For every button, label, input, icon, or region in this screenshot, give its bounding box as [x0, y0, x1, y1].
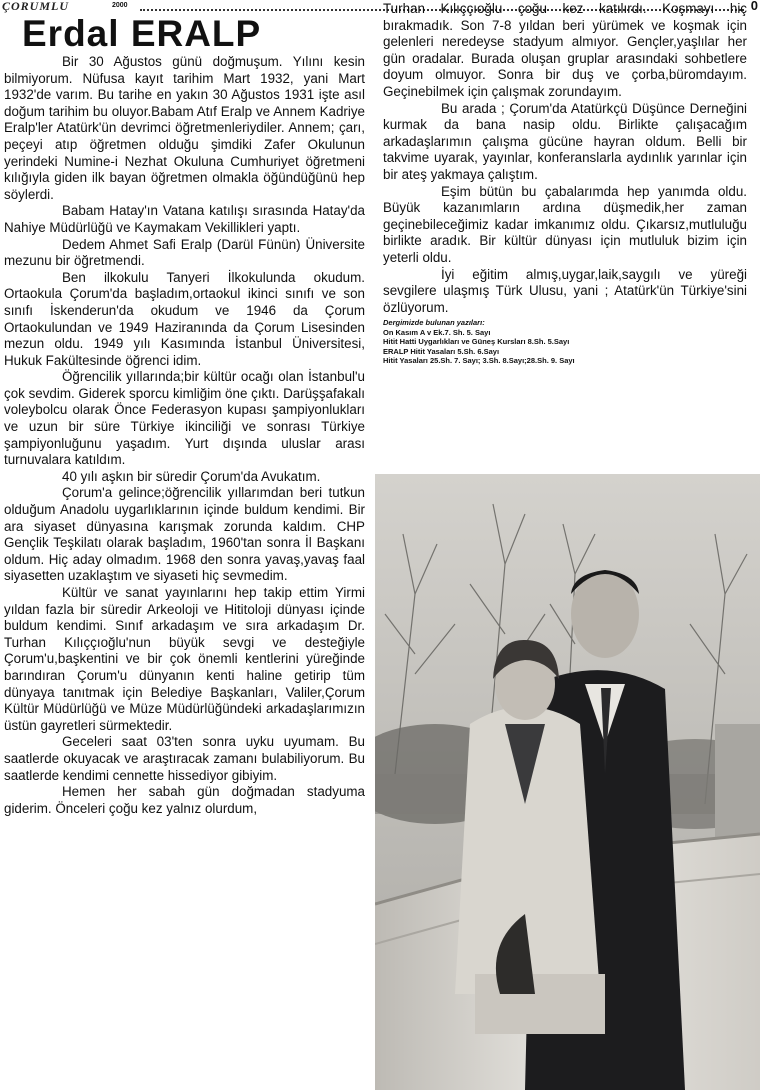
building — [715, 724, 760, 844]
masthead-year: 2000 — [112, 2, 128, 9]
paragraph: İyi eğitim almış,uygar,laik,saygılı ve yüreği sevgilere ulaşmış Türk Ulusu, yani ; Atatürk'ün Türkiye'sini özlüyorum. — [383, 266, 747, 315]
left-column — [4, 54, 365, 817]
reference-item: ERALP Hitit Yasaları 5.Sh. 6.Sayı — [383, 346, 500, 356]
references-list — [383, 318, 747, 365]
paragraph: Babam Hatay'ın Vatana katılışı sırasında Hatay'da Nahiye Müdürlüğü ve Kaymakam Vekillikleri yaptı. — [4, 203, 365, 235]
references-title: Dergimizde bulunan yazıları: — [383, 318, 485, 328]
masthead-logo: ÇORUMLU — [2, 0, 70, 13]
paragraph: Ben ilkokulu Tanyeri İlkokulunda okudum. Ortaokula Çorum'da başladım,ortaokul ikinci sınıfı ve son sınıfı İskenderun'da okudum ve 1946 da Çorum Ortaokulundan ve 1949 Haziranında da Çorum Lisesinden mezun oldu. 1949 yılı Kasımında İstanbul Üniversitesi, Hukuk Fakültesinde öğrenci idim. — [4, 269, 365, 368]
reference-item: Hitit Hatti Uygarlıkları ve Güneş Kursları 8.Sh. 5.Sayı — [383, 337, 570, 347]
reference-item: Hitit Yasaları 25.Sh. 7. Sayı; 3.Sh. 8.Sayı;28.Sh. 9. Sayı — [383, 355, 575, 365]
paragraph: Eşim bütün bu çabalarımda hep yanımda oldu. Büyük kazanımların ardına düşmedik,her zaman geçinebileceğimiz kadar imkanımız oldu. Çıkarsız,mutluluğu birlikte aradık. Bir kültür dünyası için mutluluk bizim için yeterli oldu. — [383, 183, 747, 265]
paragraph: Turhan Kılıççıoğlu çoğu kez katılırdı. Koşmayı hiç bırakmadık. Son 7-8 yıldan beri yürümek ve koşmak için gelenleri neredeyse stadyum almıyor. Gençler,yaşlılar her gün oradalar. Burada oluşan gruplar arasındaki sohbetlere doyum olmuyor. Sonra bir duş ve çorba,büromdayım. Geçinebilmek için çalışmak zorundayım. — [383, 1, 747, 99]
couple-photo — [375, 474, 760, 1090]
paragraph: Bir 30 Ağustos günü doğmuşum. Yılını kesin bilmiyorum. Nüfusa kayıt tarihim Mart 1932, yani Mart 1932'de varım. Bu tarihe en yakın 30 Ağustos 1931 işte asıl doğum tarihim bu oluyor.Babam Atıf Eralp ve Annem Kadriye Eralp'ler Atatürk'ün devrimci öğretmenleriydiler. Annem; çarı, peçeyi atıp öğretmen olduğu şimdiki Zafer Okulunun yerindeki Numine-i Nezhat Okuluna Cumhuriyet öğretmeni kılığıyla giden ilk bayan öğretmen olmakla öğündüğünü hep söylerdi. — [4, 54, 365, 202]
photo-illustration — [375, 474, 760, 1090]
paragraph: Dedem Ahmet Safi Eralp (Darül Fünün) Üniversite mezunu bir öğretmendi. — [4, 236, 365, 269]
paragraph: Çorum'a gelince;öğrencilik yıllarımdan beri tutkun olduğum Anadolu uygarlıklarının içinde buldum kendimi. Bir ara siyaset dünyasına karışmak zorunda kaldım. CHP Gençlik Teşkilatı olarak başladım, 1960'tan sonra İl Başkanı oldum. Hiç aday olmadım. 1968 den sonra yavaş,yavaş faal siyasetten uzaklaştım ve siyaseti hiç sevmedim. — [4, 485, 365, 584]
right-column — [383, 1, 747, 365]
reference-item: On Kasım A v Ek.7. Sh. 5. Sayı — [383, 327, 491, 337]
paragraph: Geceleri saat 03'ten sonra uyku uyumam. Bu saatlerde okuyacak ve araştıracak zamanı bulabiliyorum. Bu saatlerde kendimi cennette hissediyor gibiyim. — [4, 734, 365, 783]
paragraph: Bu arada ; Çorum'da Atatürkçü Düşünce Derneğini kurmak da bana nasip oldu. Birlikte çalışacağım arkadaşlarımın çalışma gücüne hayran oldum. Belli bir takvime uyarak, yayınlar, konferanslarla aydınlık yarınlar için bir ateş yakmaya çalıştım. — [383, 100, 747, 182]
page-number: 0 — [750, 0, 758, 13]
paragraph: Öğrencilik yıllarında;bir kültür ocağı olan İstanbul'u çok sevdim. Giderek sporcu kimliğim öne çıktı. Darüşşafakalı voleybolcu olarak Önce Federasyon kupası şampiyonlukları ve uzun bir süre Türkiye ikinciliği ve sonrası Türkiye şampiyonluğunu yaşadım. Yurt dışında uluslar arası turnuvalara katıldım. — [4, 369, 365, 468]
paragraph: Kültür ve sanat yayınlarını hep takip ettim Yirmi yıldan fazla bir süredir Arkeoloji ve Hititoloji dünyası içinde buldum kendimi. Sınıf arkadaşım ve sıra arkadaşım Dr. Turhan Kılıççıoğlu'nun büyük sevgi ve desteğiyle Çorum'u,başkentini ve bir çok önemli kentlerini yüreğinde barındıran Çorum'u dünyanın kenti haline getirip tüm dünyaya tanıtmak için Belediye Başkanları, Valiler,Çorum Kültür Müdürlüğü ve Müze Müdürlüğündeki arkadaşlarımızın üstün gayretleri sürmektedir. — [4, 585, 365, 733]
paragraph: Hemen her sabah gün doğmadan stadyuma giderim. Önceleri çoğu kez yalnız olurdum, — [4, 784, 365, 816]
paragraph: 40 yılı aşkın bir süredir Çorum'da Avukatım. — [62, 468, 321, 484]
article-title: Erdal ERALP — [22, 13, 262, 54]
